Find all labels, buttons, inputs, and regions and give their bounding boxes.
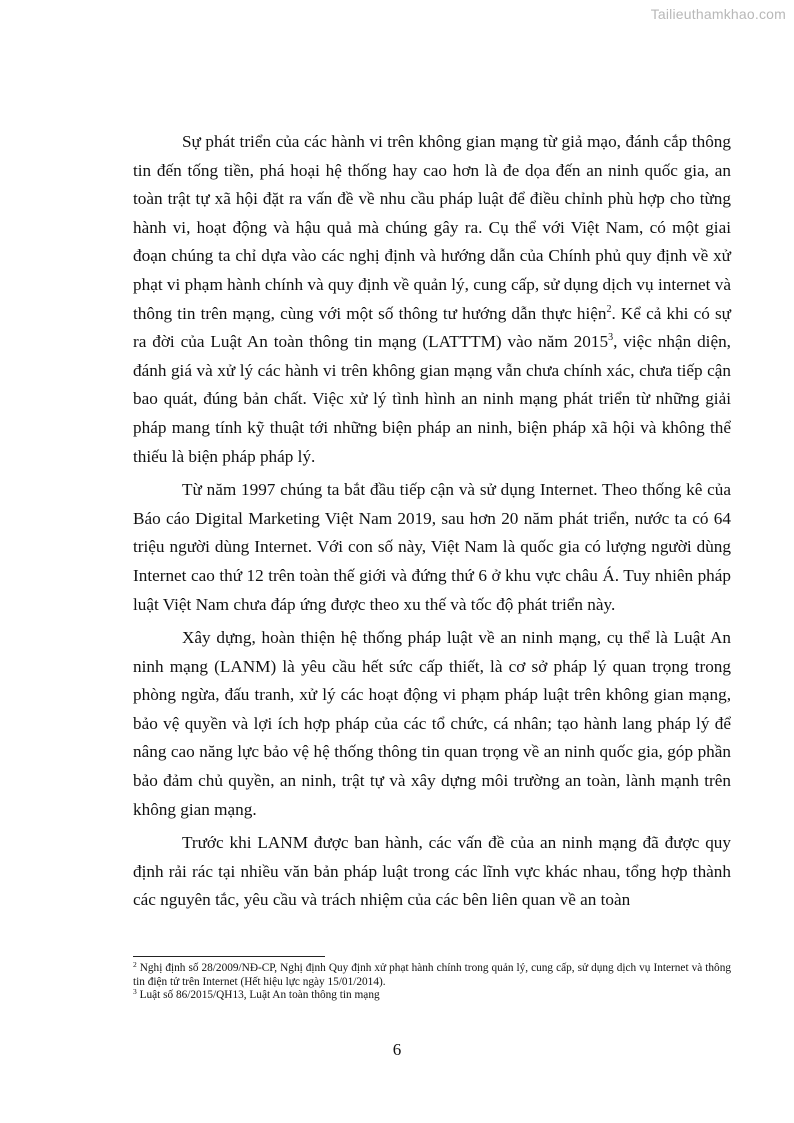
paragraph-3 (133, 624, 731, 824)
footnote-ref-2[interactable]: 2 (606, 303, 612, 315)
paragraph-1-text-3: , việc nhận diện, đánh giá và xử lý các hành vi trên không gian mạng vẫn chưa chính xác, chưa tiếp cận bao quát, đúng bản chất. Việc xử lý tình hình an ninh mạng phát triển từ những giải pháp mang tính kỹ thuật tới những biện pháp an ninh, biện pháp xã hội và không thể thiếu là biện pháp pháp lý. (133, 332, 731, 466)
paragraph-3-text: Xây dựng, hoàn thiện hệ thống pháp luật về an ninh mạng, cụ thể là Luật An ninh mạng (LANM) là yêu cầu hết sức cấp thiết, là cơ sở pháp lý quan trọng trong phòng ngừa, đấu tranh, xử lý các hoạt động vi phạm pháp luật trên không gian mạng, bảo vệ quyền và lợi ích hợp pháp của các tổ chức, cá nhân; tạo hành lang pháp lý để nâng cao năng lực bảo vệ hệ thống thông tin quan trọng về an ninh quốc gia, góp phần bảo đảm chủ quyền, an ninh, trật tự và xây dựng môi trường an toàn, lành mạnh trên không gian mạng. (133, 628, 731, 819)
paragraph-1-text-2: . Kể cả khi có sự ra đời của Luật An toàn thông tin mạng (LATTTM) vào năm 2015 (133, 303, 731, 352)
footnote-2-text: Nghị định số 28/2009/NĐ-CP, Nghị định Quy định xử phạt hành chính trong quản lý, cung cấp, sử dụng dịch vụ Internet và thông tin điện tử trên Internet (Hết hiệu lực ngày 15/01/2014). (133, 962, 731, 988)
footnote-separator (133, 956, 325, 957)
footnote-2 (133, 962, 731, 989)
paragraph-4 (133, 829, 731, 915)
paragraph-1 (133, 128, 731, 471)
paragraph-1-text-1: Sự phát triển của các hành vi trên không gian mạng từ giả mạo, đánh cắp thông tin đến tống tiền, phá hoại hệ thống hay cao hơn là đe dọa đến an ninh quốc gia, an toàn trật tự xã hội đặt ra vấn đề về nhu cầu pháp luật để điều chỉnh phù hợp cho từng hành vi, hoạt động và hậu quả mà chúng gây ra. Cụ thể với Việt Nam, có một giai đoạn chúng ta chỉ dựa vào các nghị định và hướng dẫn của Chính phủ quy định về xử phạt vi phạm hành chính và quy định về quản lý, cung cấp, sử dụng dịch vụ internet và thông tin trên mạng, cùng với một số thông tư hướng dẫn thực hiện (133, 132, 731, 323)
paragraph-4-text: Trước khi LANM được ban hành, các vấn đề của an ninh mạng đã được quy định rải rác tại nhiều văn bản pháp luật trong các lĩnh vực khác nhau, tổng hợp thành các nguyên tắc, yêu cầu và trách nhiệm của các bên liên quan về an toàn (133, 833, 731, 910)
page-number: 6 (392, 1040, 402, 1059)
body-text (133, 128, 731, 920)
footnote-number-2: 2 (133, 960, 137, 969)
paragraph-2 (133, 476, 731, 619)
footnote-3-text: Luật số 86/2015/QH13, Luật An toàn thông tin mạng (136, 989, 380, 1001)
footnote-number-3: 3 (133, 987, 137, 996)
footnote-ref-3[interactable]: 3 (608, 332, 614, 344)
paragraph-2-text: Từ năm 1997 chúng ta bắt đầu tiếp cận và sử dụng Internet. Theo thống kê của Báo cáo Digital Marketing Việt Nam 2019, sau hơn 20 năm phát triển, nước ta có 64 triệu người dùng Internet. Với con số này, Việt Nam là quốc gia có lượng người dùng Internet cao thứ 12 trên toàn thế giới và đứng thứ 6 ở khu vực châu Á. Tuy nhiên pháp luật Việt Nam chưa đáp ứng được theo xu thế và tốc độ phát triển này. (133, 480, 731, 614)
footnotes (133, 962, 731, 1003)
watermark: Tailieuthamkhao.com (650, 6, 786, 22)
footnote-3 (133, 989, 731, 1003)
